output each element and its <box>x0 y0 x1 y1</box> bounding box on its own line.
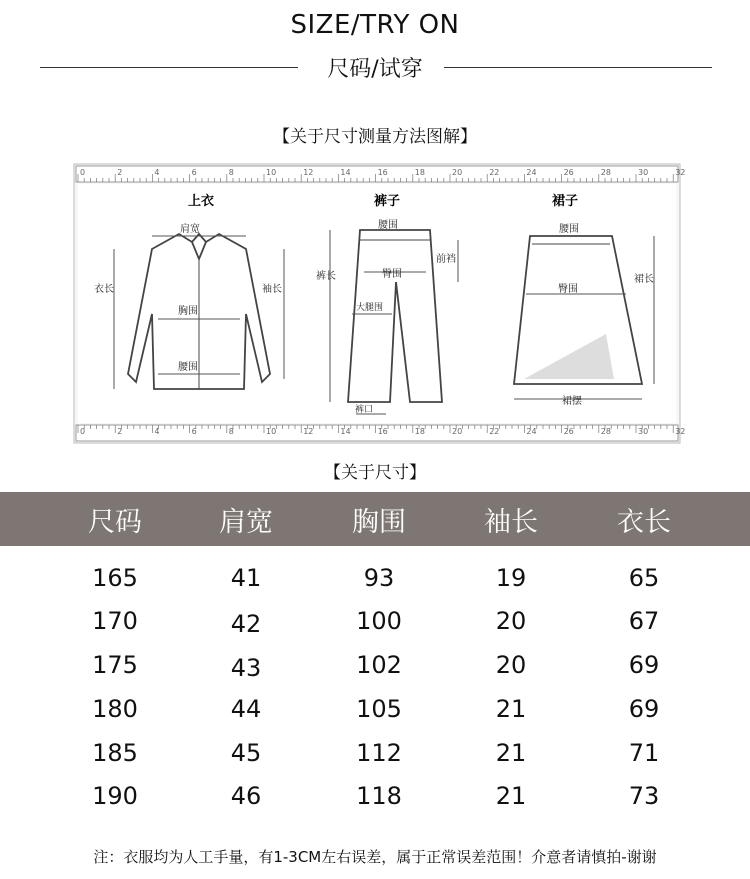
skirt-waist-label: 腰围 <box>559 224 579 235</box>
table-cell: 20 <box>495 607 527 635</box>
table-cell: 20 <box>495 651 527 679</box>
table-cell: 43 <box>230 654 262 682</box>
ruler-tick-label: 4 <box>154 168 160 177</box>
ruler-tick-label: 12 <box>303 427 314 436</box>
ruler-tick-label: 14 <box>340 427 351 436</box>
shirt-waist-label: 腰围 <box>178 362 198 373</box>
table-cell: 105 <box>356 695 402 723</box>
pants-length-label: 裤长 <box>316 271 336 282</box>
ruler-tick-label: 2 <box>117 427 123 436</box>
table-cell: 190 <box>92 782 138 810</box>
shirt-chest-label: 胸围 <box>178 306 198 317</box>
shirt-title: 上衣 <box>188 194 215 209</box>
table-cell: 19 <box>495 564 527 592</box>
table-cell: 185 <box>92 739 138 767</box>
ruler-tick-label: 12 <box>303 168 314 177</box>
pants-hem-label: 裤口 <box>355 405 374 415</box>
ruler-tick-label: 24 <box>526 168 537 177</box>
shirt-shoulder-label: 肩宽 <box>180 224 200 235</box>
table-cell: 67 <box>628 607 660 635</box>
ruler-tick-label: 22 <box>489 168 500 177</box>
ruler-tick-label: 20 <box>452 168 463 177</box>
ruler-tick-label: 26 <box>563 427 574 436</box>
table-cell: 73 <box>628 782 660 810</box>
table-cell: 65 <box>628 564 660 592</box>
title-chinese: 尺码/试穿 <box>327 57 423 82</box>
ruler-tick-label: 6 <box>191 427 197 436</box>
shirt-sleeve-label: 袖长 <box>262 284 282 295</box>
table-cell: 21 <box>495 782 527 810</box>
column-header: 胸围 <box>352 507 406 538</box>
skirt-hem-label: 裙摆 <box>562 396 582 407</box>
divider-left <box>40 67 298 68</box>
table-cell: 93 <box>363 564 395 592</box>
ruler-tick-label: 30 <box>638 427 649 436</box>
ruler-tick-label: 10 <box>266 427 277 436</box>
table-cell: 180 <box>92 695 138 723</box>
ruler-tick-label: 16 <box>377 168 388 177</box>
ruler-tick-label: 20 <box>452 427 463 436</box>
table-cell: 71 <box>628 739 660 767</box>
table-cell: 175 <box>92 651 138 679</box>
pants-thigh-label: 大腿围 <box>356 303 384 313</box>
title-english: SIZE/TRY ON <box>290 10 460 40</box>
table-cell: 42 <box>230 610 262 638</box>
ruler-tick-label: 16 <box>377 427 388 436</box>
column-header: 尺码 <box>88 507 142 538</box>
skirt-hip-label: 臀围 <box>558 284 578 295</box>
column-header: 衣长 <box>617 507 671 538</box>
measurement-note: 注：衣服均为人工手量，有1-3CM左右误差，属于正常误差范围！介意者请慎拍-谢谢 <box>93 848 657 866</box>
ruler-tick-label: 10 <box>266 168 277 177</box>
table-cell: 41 <box>230 564 262 592</box>
ruler-tick-label: 6 <box>191 168 197 177</box>
ruler-tick-label: 2 <box>117 168 123 177</box>
table-cell: 21 <box>495 695 527 723</box>
column-header: 肩宽 <box>219 507 273 538</box>
table-cell: 46 <box>230 782 262 810</box>
ruler-tick-label: 8 <box>228 427 234 436</box>
table-cell: 21 <box>495 739 527 767</box>
ruler-tick-label: 8 <box>228 168 234 177</box>
table-cell: 170 <box>92 607 138 635</box>
measurement-diagram <box>74 164 686 443</box>
ruler-tick-label: 22 <box>489 427 500 436</box>
ruler-tick-label: 0 <box>80 427 86 436</box>
ruler-tick-label: 18 <box>414 168 425 177</box>
ruler-tick-label: 32 <box>675 427 686 436</box>
ruler-tick-label: 26 <box>563 168 574 177</box>
table-cell: 69 <box>628 651 660 679</box>
top-ruler <box>76 166 685 182</box>
table-cell: 102 <box>356 651 402 679</box>
table-cell: 69 <box>628 695 660 723</box>
skirt-length-label: 裙长 <box>634 274 654 285</box>
table-cell: 165 <box>92 564 138 592</box>
column-header: 袖长 <box>484 507 538 538</box>
ruler-tick-label: 32 <box>675 168 686 177</box>
table-cell: 100 <box>356 607 402 635</box>
shirt-length-label: 衣长 <box>94 284 114 295</box>
bottom-ruler <box>76 425 685 441</box>
ruler-tick-label: 18 <box>414 427 425 436</box>
ruler-tick-label: 24 <box>526 427 537 436</box>
ruler-tick-label: 4 <box>154 427 160 436</box>
table-heading: 【关于尺寸】 <box>324 463 426 483</box>
ruler-tick-label: 28 <box>600 168 611 177</box>
ruler-tick-label: 14 <box>340 168 351 177</box>
ruler-tick-label: 0 <box>80 168 86 177</box>
table-cell: 112 <box>356 739 402 767</box>
ruler-tick-label: 28 <box>600 427 611 436</box>
pants-rise-label: 前裆 <box>436 254 456 265</box>
table-cell: 44 <box>230 695 262 723</box>
table-cell: 45 <box>230 739 262 767</box>
divider-right <box>444 67 712 68</box>
pants-hip-label: 臀围 <box>382 269 402 280</box>
pants-waist-label: 腰围 <box>378 220 398 231</box>
ruler-tick-label: 30 <box>638 168 649 177</box>
table-cell: 118 <box>356 782 402 810</box>
pants-title: 裤子 <box>374 194 401 209</box>
skirt-title: 裙子 <box>552 194 579 209</box>
diagram-heading: 【关于尺寸测量方法图解】 <box>273 127 477 147</box>
